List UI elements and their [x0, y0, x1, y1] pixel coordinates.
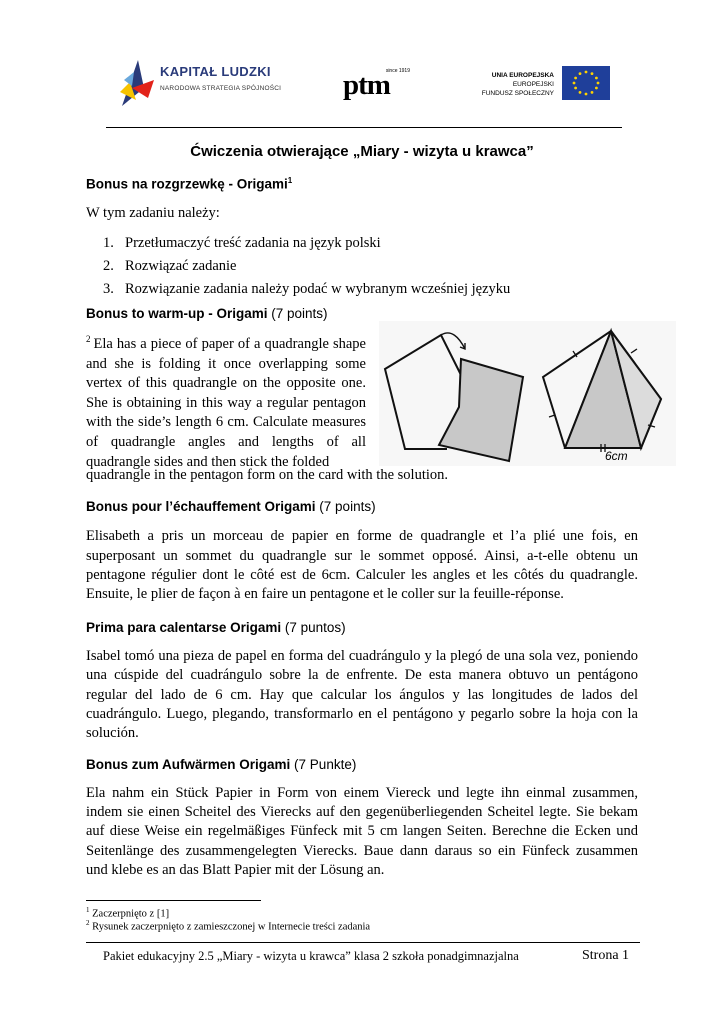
en-last-line: quadrangle in the pentagon form on the card with the solution.	[86, 467, 449, 483]
ptm-logo	[340, 68, 412, 100]
list-text: Przetłumaczyć treść zadania na język polski	[125, 235, 381, 251]
kapital-ludzki-title: KAPITAŁ LUDZKI	[160, 64, 271, 79]
fr-line: Ensuite, le plier de façon à en faire un pentagone et le coller sur la feuille-réponse.	[86, 586, 564, 602]
footer-text: Pakiet edukacyjny 2.5 „Miary - wizyta u krawca” klasa 2 szkoła ponadgimnazjalna	[103, 949, 519, 963]
pl-heading	[86, 176, 292, 192]
list-number: 1.	[103, 235, 114, 251]
de-line: Ela nahm ein Stück Papier in Form von einem Viereck und legte ihn einmal zusammen,	[86, 785, 638, 801]
page-title: Ćwiczenia otwierające „Miary - wizyta u krawca”	[190, 143, 534, 160]
en-heading	[86, 306, 328, 321]
es-heading-text: Prima para calentarse Origami	[86, 620, 282, 635]
eu-line-2: EUROPEJSKI	[512, 81, 554, 88]
es-line: Isabel tomó una pieza de papel en forma del cuadrángulo y la plegó de una sola vez, poniendo	[86, 648, 638, 664]
fr-heading-text: Bonus pour l’échauffement Origami	[86, 499, 316, 514]
pl-heading-footnote-ref: 1	[287, 176, 293, 185]
en-body-text: Ela has a piece of paper of a quadrangle shape and she is folding it once overlapping some vertex of this quadrangle on the opposite one. She is obtaining in this way a regular pentagon with the side’s length 6 cm. Calculate measures of quadrangle angles and lengths of all quadrangle sides and then stick the folded	[86, 336, 366, 470]
en-body	[86, 330, 366, 472]
list-number: 3.	[103, 281, 114, 297]
pl-list-item	[103, 235, 381, 252]
en-footnote-ref: 2	[86, 334, 91, 344]
ptm-logo-text: ptm	[343, 69, 390, 101]
eu-flag-icon	[562, 66, 610, 100]
footnote-rule	[86, 900, 261, 901]
eu-text	[444, 71, 554, 98]
origami-diagram-icon	[379, 321, 676, 466]
en-heading-text: Bonus to warm-up - Origami	[86, 306, 268, 321]
footnote	[86, 906, 169, 920]
de-line: auf diese Weise ein regelmäßiges Fünfeck mit 5 cm langen Seiten. Berechne die Ecken und	[86, 823, 638, 839]
footnote-number: 1	[86, 906, 90, 914]
footnote	[86, 919, 370, 933]
kapital-ludzki-logo	[118, 58, 283, 108]
es-line: cuadrángulo. Luego, plegando, transformarlo en el pentágono y pegarlo sobre la hoja con la	[86, 706, 638, 722]
origami-figure	[379, 321, 676, 466]
fr-points: (7 points)	[319, 499, 376, 514]
page-number: Strona 1	[582, 948, 630, 963]
eu-line-1: UNIA EUROPEJSKA	[491, 72, 554, 79]
es-points: (7 puntos)	[284, 620, 346, 635]
footnote-text: Rysunek zaczerpnięto z zamieszczonej w Internecie treści zadania	[92, 921, 371, 933]
de-points: (7 Punkte)	[294, 757, 357, 772]
es-line: una cúspide del cuadrángulo sobre la de enfrente. De esta manera obtuvo un pentágono	[86, 667, 638, 683]
list-number: 2.	[103, 258, 114, 274]
footnote-text: Zaczerpnięto z [1]	[92, 908, 170, 920]
es-line: solución.	[86, 725, 139, 741]
list-text: Rozwiązanie zadania należy podać w wybranym wcześniej języku	[125, 281, 511, 297]
list-text: Rozwiązać zadanie	[125, 258, 237, 274]
header-rule	[106, 127, 622, 128]
footnote-number: 2	[86, 919, 90, 927]
es-heading	[86, 620, 346, 635]
eu-logo	[470, 66, 610, 102]
de-heading-text: Bonus zum Aufwärmen Origami	[86, 757, 291, 772]
figure-label: 6cm	[605, 449, 628, 463]
es-line: regular del lado de 6 cm. Hay que calcular los ángulos y las longitudes de lados del	[86, 687, 638, 703]
pl-intro: W tym zadaniu należy:	[86, 205, 220, 221]
de-line: indem sie einen Scheitel des Vierecks auf den gegenüberliegenden Scheitel legte. Sie bekam	[86, 804, 638, 820]
pl-list-item	[103, 281, 510, 298]
de-line: Seitenlänge des zusammengelegten Vierecks. Baue dann daraus so ein Fünfeck zusammen	[86, 843, 638, 859]
de-line: und klebe es an das Blatt Papier mit der Lösung an.	[86, 862, 385, 878]
kapital-ludzki-subtitle: NARODOWA STRATEGIA SPÓJNOŚCI	[160, 85, 282, 92]
de-heading	[86, 757, 356, 772]
fr-heading	[86, 499, 376, 514]
en-points: (7 points)	[271, 306, 328, 321]
fr-line: Elisabeth a pris un morceau de papier en forme de quadrangle et l’a plié une fois, en	[86, 528, 638, 544]
fr-line: pentagone régulier dont le côté est de 6cm. Calculer les angles et les côtés du quadrangle.	[86, 567, 638, 583]
pl-list-item	[103, 258, 237, 275]
eu-line-3: FUNDUSZ SPOŁECZNY	[481, 90, 554, 97]
footer-rule	[86, 942, 640, 943]
pl-heading-text: Bonus na rozgrzewkę - Origami	[86, 176, 288, 192]
kapital-ludzki-emblem-icon	[118, 58, 158, 108]
ptm-since: since 1919	[385, 68, 410, 74]
fr-line: superposant un sommet du quadrangle sur le sommet opposé. Ainsi, a-t-elle obtenu un	[86, 548, 638, 564]
